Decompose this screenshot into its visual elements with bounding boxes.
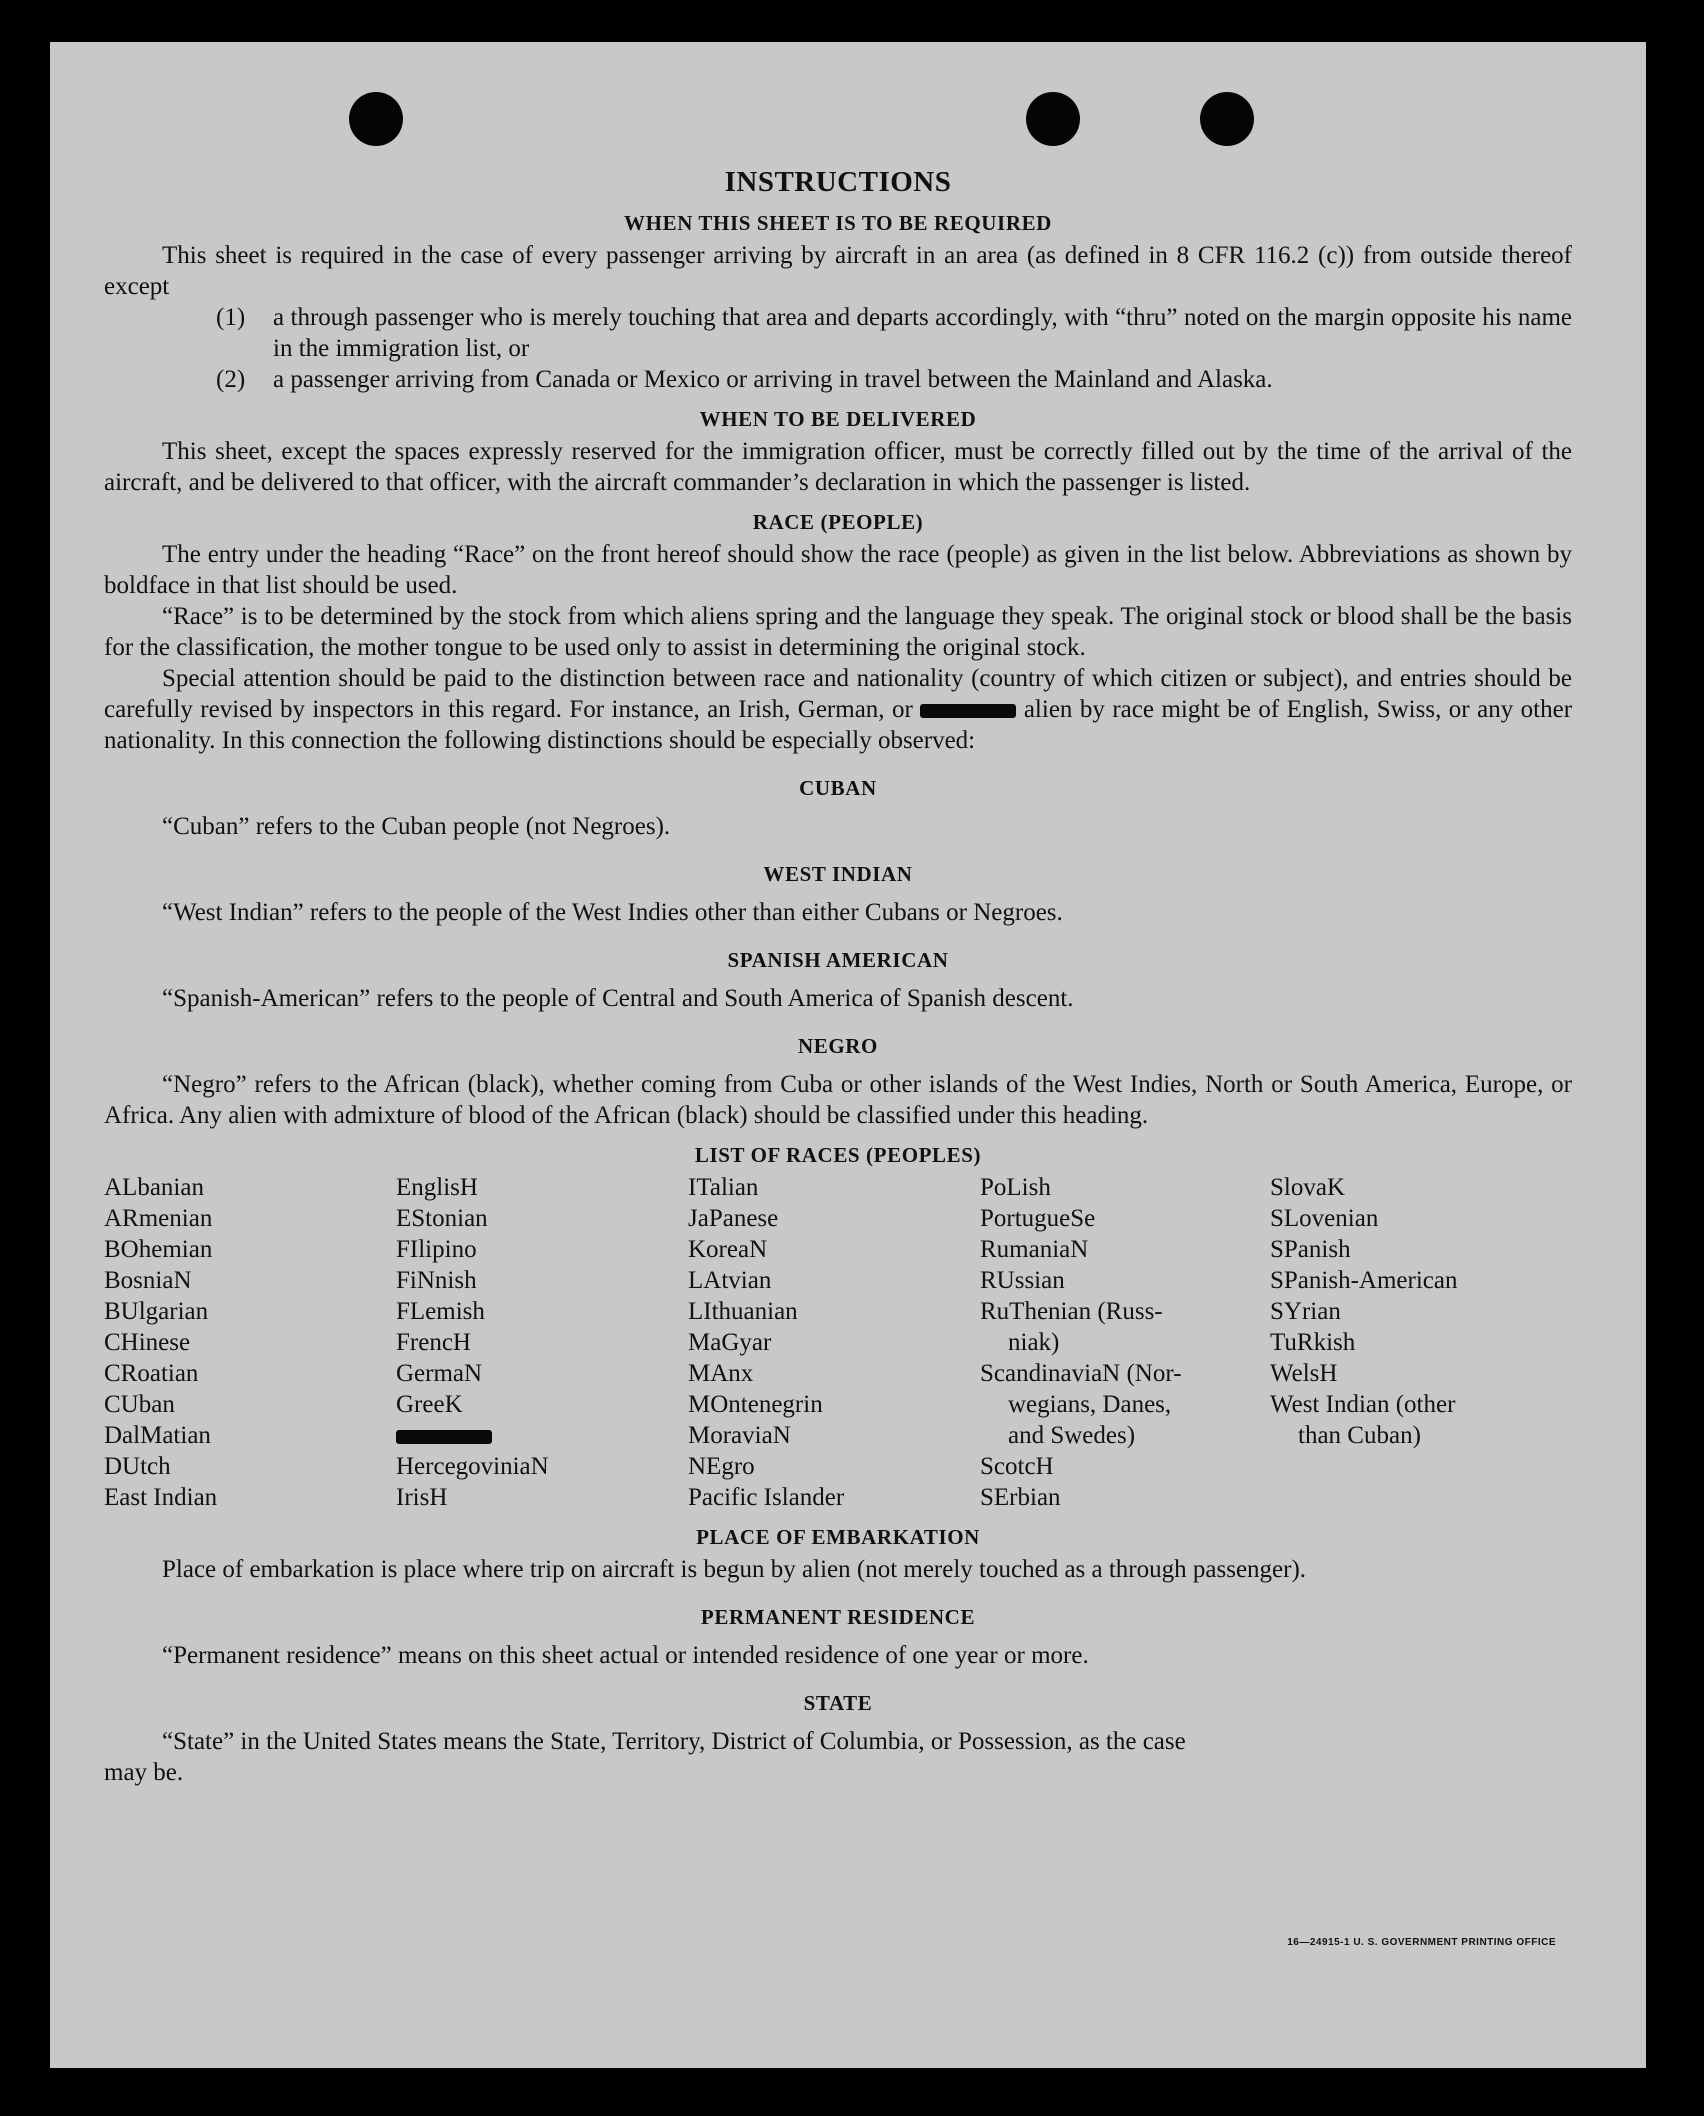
race-entry: DUtch xyxy=(104,1453,171,1480)
race-entry-continued: wegians, Danes, xyxy=(1008,1391,1172,1418)
section-heading-west-indian: WEST INDIAN xyxy=(763,862,913,886)
race-entry: ITalian xyxy=(688,1174,759,1201)
exception-item xyxy=(216,364,1572,395)
section-heading-residence: PERMANENT RESIDENCE xyxy=(700,1605,976,1629)
race-entry: SErbian xyxy=(980,1484,1061,1511)
section-heading-spanish-american: SPANISH AMERICAN xyxy=(727,948,949,972)
race-entry: ScandinaviaN (Nor- xyxy=(980,1360,1182,1387)
race-entry: LIthuanian xyxy=(688,1298,798,1325)
race-entry: MaGyar xyxy=(688,1329,772,1356)
race-entry: IrisH xyxy=(396,1484,448,1511)
race-entry: BOhemian xyxy=(104,1236,213,1263)
race-paragraph-2: “Race” is to be determined by the stock from which aliens spring and the language they speak. The original stock or blood shall be the basis for the classification, the mother tongue to be used only to assist in determining the original stock. xyxy=(104,603,1572,661)
race-entry-continued: niak) xyxy=(1008,1329,1060,1356)
redaction-mark xyxy=(920,704,1016,718)
state-text-last-line: may be. xyxy=(104,1759,184,1786)
embarkation-text: Place of embarkation is place where trip on aircraft is begun by alien (not merely touched as a through passenger). xyxy=(162,1556,1307,1583)
race-paragraph-3 xyxy=(104,663,1572,756)
state-text: “State” in the United States means the State, Territory, District of Columbia, or Possession, as the case xyxy=(162,1728,1186,1755)
printing-office-footer: 16—24915-1 U. S. GOVERNMENT PRINTING OFFICE xyxy=(1287,1937,1556,1948)
race-entry: LAtvian xyxy=(688,1267,772,1294)
race-entry: TuRkish xyxy=(1270,1329,1356,1356)
race-entry: RUssian xyxy=(980,1267,1065,1294)
section-heading-list-of-races: LIST OF RACES (PEOPLES) xyxy=(694,1143,982,1167)
race-entry: KoreaN xyxy=(688,1236,768,1263)
race-paragraph-3-end: alien by race might be of English, Swiss, or any other nationality. In this connection the following distinctions should be especially observed: xyxy=(104,696,1573,754)
race-entry: MAnx xyxy=(688,1360,754,1387)
race-entry: WelsH xyxy=(1270,1360,1338,1387)
races-column-1 xyxy=(104,1172,396,1513)
instructions-body xyxy=(104,166,1572,1788)
race-entry: BosniaN xyxy=(104,1267,192,1294)
page-title: INSTRUCTIONS xyxy=(724,166,952,198)
section-heading-embarkation: PLACE OF EMBARKATION xyxy=(696,1525,980,1549)
race-entry: NEgro xyxy=(688,1453,755,1480)
race-entry: RuThenian (Russ- xyxy=(980,1298,1163,1325)
race-entry: FLemish xyxy=(396,1298,485,1325)
race-entry: SPanish xyxy=(1270,1236,1351,1263)
punch-hole xyxy=(349,92,403,146)
exception-number: (2) xyxy=(216,366,246,393)
races-column-5 xyxy=(1270,1172,1570,1513)
exception-item xyxy=(216,302,1572,364)
race-entry: ARmenian xyxy=(104,1205,213,1232)
race-paragraph-3-start: Special attention should be paid to the distinction between race and nationality (country of which citizen or subject), and entries should be carefully revised by inspectors in this regard. For instance, an Irish, German, or xyxy=(104,665,1572,723)
race-entry-continued: than Cuban) xyxy=(1298,1422,1421,1449)
race-entry: JaPanese xyxy=(688,1205,779,1232)
race-entry: SYrian xyxy=(1270,1298,1341,1325)
residence-text: “Permanent residence” means on this sheet actual or intended residence of one year or more. xyxy=(162,1642,1089,1669)
exception-text: a through passenger who is merely touching that area and departs accordingly, with “thru” noted on the margin opposite his name in the immigration list, or xyxy=(273,304,1572,362)
race-entry: FIlipino xyxy=(396,1236,477,1263)
race-entry: EStonian xyxy=(396,1205,488,1232)
west-indian-text: “West Indian” refers to the people of the West Indies other than either Cubans or Negroes. xyxy=(162,899,1063,926)
race-entry: BUlgarian xyxy=(104,1298,209,1325)
race-entry: PoLish xyxy=(980,1174,1051,1201)
document-sheet xyxy=(50,42,1646,2068)
race-entry: CHinese xyxy=(104,1329,191,1356)
race-entry: Pacific Islander xyxy=(688,1484,845,1511)
race-entry: FrencH xyxy=(396,1329,471,1356)
cuban-text: “Cuban” refers to the Cuban people (not Negroes). xyxy=(162,813,671,840)
section-heading-cuban: CUBAN xyxy=(799,776,877,800)
races-column-3 xyxy=(688,1172,980,1513)
race-entry: CUban xyxy=(104,1391,175,1418)
races-list xyxy=(104,1172,1572,1513)
race-entry-redacted xyxy=(396,1420,688,1451)
race-entry: West Indian (other xyxy=(1270,1391,1456,1418)
section-heading-negro: NEGRO xyxy=(797,1034,878,1058)
exception-text: a passenger arriving from Canada or Mexico or arriving in travel between the Mainland and Alaska. xyxy=(273,366,1273,393)
when-required-intro: This sheet is required in the case of every passenger arriving by aircraft in an area (as defined in 8 CFR 116.2 (c)) from outside thereof except xyxy=(104,242,1572,300)
redaction-mark xyxy=(396,1430,492,1444)
race-entry: ALbanian xyxy=(104,1174,204,1201)
race-entry: MOntenegrin xyxy=(688,1391,823,1418)
punch-hole xyxy=(1200,92,1254,146)
race-entry: FiNnish xyxy=(396,1267,477,1294)
race-entry: MoraviaN xyxy=(688,1422,791,1449)
section-heading-when-required: WHEN THIS SHEET IS TO BE REQUIRED xyxy=(624,211,1052,235)
race-entry: SlovaK xyxy=(1270,1174,1345,1201)
race-entry: East Indian xyxy=(104,1484,218,1511)
when-delivered-text: This sheet, except the spaces expressly reserved for the immigration officer, must be correctly filled out by the time of the arrival of the aircraft, and be delivered to that officer, with the aircraft commander’s declaration in which the passenger is listed. xyxy=(104,438,1572,496)
race-entry-continued: and Swedes) xyxy=(1008,1422,1136,1449)
race-entry: CRoatian xyxy=(104,1360,199,1387)
section-heading-when-delivered: WHEN TO BE DELIVERED xyxy=(699,407,977,431)
negro-text: “Negro” refers to the African (black), whether coming from Cuba or other islands of the West Indies, North or South America, Europe, or Africa. Any alien with admixture of blood of the African (black) should be classified under this heading. xyxy=(104,1071,1572,1129)
race-entry: ScotcH xyxy=(980,1453,1054,1480)
punch-hole xyxy=(1026,92,1080,146)
race-entry: EnglisH xyxy=(396,1174,478,1201)
spanish-american-text: “Spanish-American” refers to the people of Central and South America of Spanish descent. xyxy=(162,985,1074,1012)
race-entry: DalMatian xyxy=(104,1422,211,1449)
race-entry: SLovenian xyxy=(1270,1205,1379,1232)
section-heading-state: STATE xyxy=(803,1691,873,1715)
race-entry: RumaniaN xyxy=(980,1236,1089,1263)
races-column-2 xyxy=(396,1172,688,1513)
race-entry: GermaN xyxy=(396,1360,483,1387)
exception-number: (1) xyxy=(216,304,246,331)
race-entry: GreeK xyxy=(396,1391,463,1418)
race-entry: HercegoviniaN xyxy=(396,1453,549,1480)
race-entry: SPanish-American xyxy=(1270,1267,1458,1294)
section-heading-race: RACE (PEOPLE) xyxy=(752,510,924,534)
race-paragraph-1: The entry under the heading “Race” on the front hereof should show the race (people) as given in the list below. Abbreviations as shown by boldface in that list should be used. xyxy=(104,541,1572,599)
races-column-4 xyxy=(980,1172,1270,1513)
race-entry: PortugueSe xyxy=(980,1205,1096,1232)
